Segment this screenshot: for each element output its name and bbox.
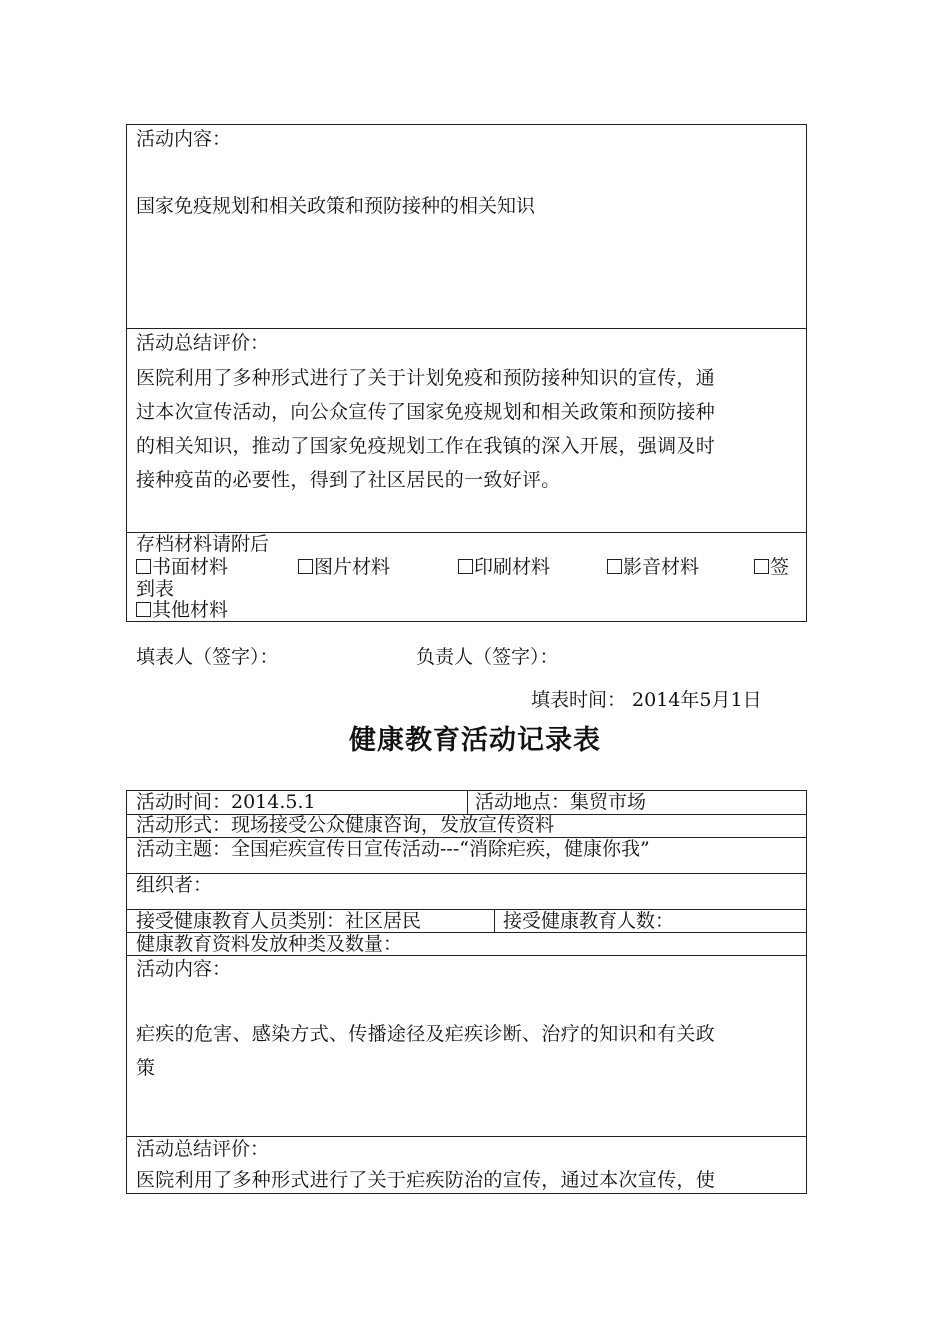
summary-line: 过本次宣传活动，向公众宣传了国家免疫规划和相关政策和预防接种 [136, 401, 716, 423]
materials-distributed: 健康教育资料发放种类及数量： [136, 933, 403, 955]
lower-content-text [136, 1017, 802, 1085]
checkbox[interactable] [754, 559, 769, 574]
archive-label: 存档材料请附后 [136, 533, 270, 555]
upper-summary-text [136, 361, 802, 497]
lower-form-table [126, 790, 807, 1194]
archive-option-av[interactable]: 影音材料 [607, 556, 699, 578]
checkbox[interactable] [298, 559, 313, 574]
activity-place: 活动地点：集贸市场 [475, 791, 647, 813]
summary-line: 的相关知识，推动了国家免疫规划工作在我镇的深入开展，强调及时 [136, 435, 716, 457]
row-divider [127, 1136, 806, 1137]
lower-summary-text [136, 1163, 802, 1197]
audience-count: 接受健康教育人数： [503, 910, 675, 932]
upper-row-divider [127, 328, 806, 329]
summary-line: 医院利用了多种形式进行了关于计划免疫和预防接种知识的宣传，通 [136, 367, 716, 389]
upper-summary-label: 活动总结评价： [136, 332, 270, 354]
archive-option-written[interactable]: 书面材料 [136, 556, 228, 578]
summary-line: 医院利用了多种形式进行了关于疟疾防治的宣传，通过本次宣传，使 [136, 1169, 716, 1191]
activity-form: 活动形式：现场接受公众健康咨询，发放宣传资料 [136, 814, 555, 836]
activity-theme: 活动主题：全国疟疾宣传日宣传活动---“消除疟疾，健康你我” [136, 838, 650, 860]
upper-content-text: 国家免疫规划和相关政策和预防接种的相关知识 [136, 195, 536, 217]
audience-type: 接受健康教育人员类别：社区居民 [136, 910, 422, 932]
summary-line: 接种疫苗的必要性，得到了社区居民的一致好评。 [136, 469, 561, 491]
archive-option-other[interactable]: 其他材料 [136, 599, 228, 621]
content-line: 策 [136, 1057, 156, 1079]
checkbox[interactable] [607, 559, 622, 574]
cell-divider [467, 791, 468, 814]
responsible-signature: 负责人（签字）： [416, 646, 559, 668]
fill-date: 填表时间： 2014年5月1日 [531, 689, 762, 711]
row-divider [127, 873, 806, 874]
archive-option-signin[interactable]: 签 [754, 556, 789, 578]
archive-option-images[interactable]: 图片材料 [298, 556, 390, 578]
activity-time: 活动时间：2014.5.1 [136, 791, 316, 813]
content-line: 疟疾的危害、感染方式、传播途径及疟疾诊断、治疗的知识和有关政 [136, 1023, 716, 1045]
archive-option-print[interactable]: 印刷材料 [458, 556, 550, 578]
checkbox[interactable] [136, 559, 151, 574]
checkbox[interactable] [136, 602, 151, 617]
archive-option-signin-wrap: 到表 [136, 578, 175, 600]
checkbox[interactable] [458, 559, 473, 574]
organizer: 组织者： [136, 874, 213, 896]
filler-signature: 填表人（签字）： [136, 646, 279, 668]
row-divider [127, 955, 806, 956]
lower-content-label: 活动内容： [136, 958, 232, 980]
lower-summary-label: 活动总结评价： [136, 1138, 270, 1160]
upper-content-label: 活动内容： [136, 128, 232, 150]
page-title: 健康教育活动记录表 [349, 725, 601, 756]
cell-divider [494, 909, 495, 932]
upper-form-table [126, 124, 807, 622]
